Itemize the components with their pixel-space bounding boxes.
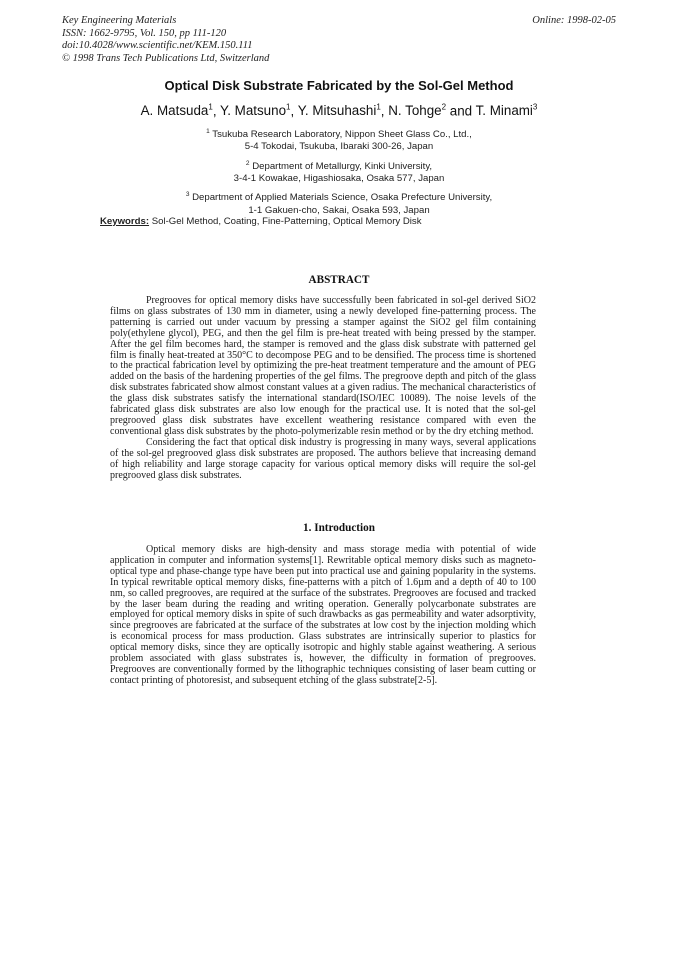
abstract-paragraph: Considering the fact that optical disk industry is progressing in many ways, several applications of the sol-gel pregrooved glass disk substrates are proposed. The authors believe that increasing demand of high reliability and large storage capacity for various optical memory disks will require the sol-gel pregrooved glass disk substrates. [110,436,536,481]
journal-header [62,15,616,65]
abstract-body [110,296,536,481]
keywords [100,216,422,227]
introduction-heading: 1. Introduction [303,522,375,534]
author: Y. Mitsuhashi$^1$ [297,103,381,119]
introduction-body [110,545,536,687]
doi-line: doi:10.4028/www.scientific.net/KEM.150.111 [62,40,253,52]
keywords-label: Keywords: [100,216,150,227]
affiliation: $^3$ Department of Applied Materials Science, Osaka Prefecture University, 1-1 Gakuen-cho, Sakai, Osaka 593, Japan [185,191,493,216]
paper-title: Optical Disk Substrate Fabricated by the Sol-Gel Method [164,78,514,93]
introduction-paragraph: Optical memory disks are high-density and mass storage media with potential of wide application in computer and information systems[1]. Rewritable optical memory disks such as magneto-optical type and phase-change type have been put into practical use and gaining popularity in the systems. In typical rewritable optical memory disks, fine-patterns with a pitch of 1.6µm and a depth of 40 to 100 nm, so called pregrooves, are required at the surface of the substrates. Pregrooves are focused and tracked by the laser beam during the reading and writing operation. Generally polycarbonate substrates are employed for optical memory disks in spite of such drawbacks as gas permeability and water adsorptivity, since pregrooves are fabricated at the surface of the substrates at low cost by the injection molding which is economical process for mass production. Glass substrates are intrinsically superior to plastics for optical memory disks, since they are optically isotropic and highly stable against weathering. A serious problem associated with glass substrates is, however, the difficulty in formation of pregrooves. Pregrooves are conventionally formed by the lithographic techniques consisting of laser beam cutting or contact printing of photoresist, and subsequent etching of the glass substrate[2-5]. [110,544,536,686]
keywords-text: Sol-Gel Method, Coating, Fine-Patterning, Optical Memory Disk [151,216,422,227]
author: A. Matsuda$^1$ [140,103,213,119]
abstract-paragraph: Pregrooves for optical memory disks have successfully been fabricated in sol-gel derived SiO2 films on glass substrates of 130 mm in diameter, using a newly developed fine-patterning process. The patterning is carried out under vacuum by pressing a stamper against the SiO2 gel film containing poly(ethylene glycol), PEG, and then the gel film is pre-heat treated with being pressed by the stamper. After the gel film becomes hard, the stamper is removed and the glass disk substrate with patterned gel film is finally heat-treated at 350°C to decompose PEG and to be densified. The process time is shortened to the practical fabrication level by optimizing the pre-heat treatment temperature and the amount of PEG added on the basis of the hardening properties of the gel films. The pregroove depth and pitch of the glass disk substrates fabricated show almost constant values at a given radius. The mechanical characteristics of the glass disk substrates satisfy the international standard(ISO/IEC 10089). The noise levels of the fabricated glass disk substrates are also low enough for the practical use. It is noted that the sol-gel pregrooved glass disk substrates have excellent weathering resistance compared with even the conventional glass disk substrates by the photo-polymerizable resin method or by the dry etching method. [110,295,536,437]
online-date: Online: 1998-02-05 [532,15,616,26]
affiliation: $^1$ Tsukuba Research Laboratory, Nippon Sheet Glass Co., Ltd., 5-4 Tokodai, Tsukuba, Ibaraki 300-26, Japan [206,128,472,153]
author: Y. Matsuno$^1$ [220,103,291,119]
affiliation: $^2$ Department of Metallurgy, Kinki University, 3-4-1 Kowakae, Higashiosaka, Osaka 577, Japan [233,159,445,184]
copyright-line: © 1998 Trans Tech Publications Ltd, Switzerland [62,52,270,64]
author: N. Tohge$^2$ [388,103,447,119]
issn-line: ISSN: 1662-9795, Vol. 150, pp 111-120 [62,27,227,39]
author-list: A. Matsuda$^1$, Y. Matsuno$^1$, Y. Mitsuhashi$^1$, N. Tohge$^2$ and T. Minami$^3$ [140,103,538,119]
affiliations [0,126,678,221]
author: T. Minami$^3$ [475,103,538,119]
abstract-heading: ABSTRACT [308,274,370,286]
journal-name: Key Engineering Materials [62,15,177,26]
